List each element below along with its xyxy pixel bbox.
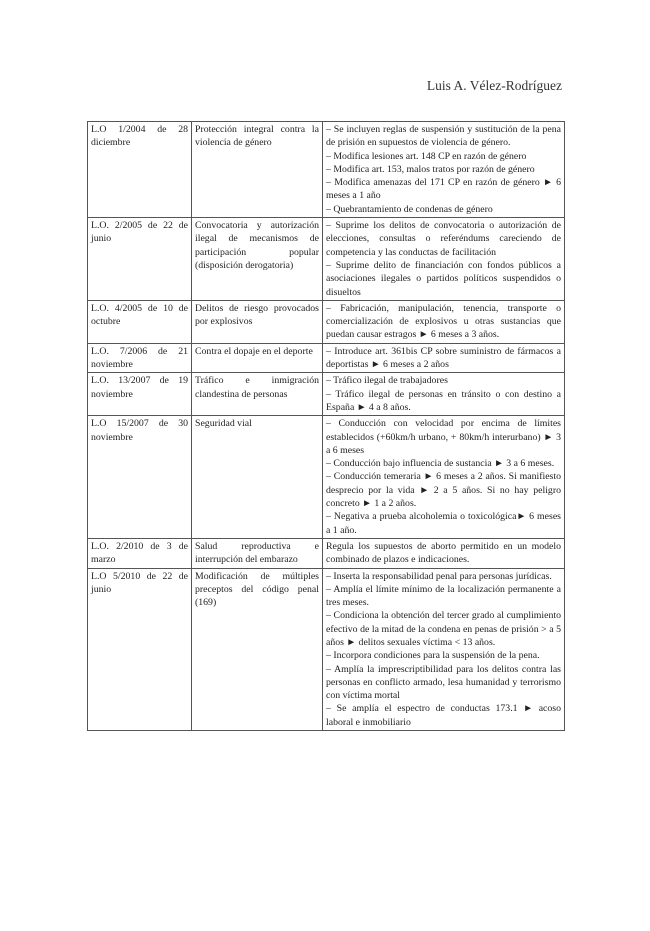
subject-cell: Salud reproductiva e interrupción del embarazo: [192, 538, 323, 568]
change-item: – Fabricación, manipulación, tenencia, transporte o comercialización de explosivos u otras sustancias que puedan causar estragos ► 6 meses a 3 años.: [326, 302, 561, 341]
subject-cell: Modificación de múltiples preceptos del código penal (169): [192, 568, 323, 731]
change-item: – Modifica amenazas del 171 CP en razón de género ► 6 meses a 1 año: [326, 177, 561, 202]
change-item: – Inserta la responsabilidad penal para personas jurídicas.: [326, 570, 552, 582]
change-item: – Condiciona la obtención del tercer grado al cumplimiento efectivo de la mitad de la condena en penas de prisión > a 5 años ► delitos sexuales víctima < 13 años.: [326, 610, 561, 648]
change-item: Regula los supuestos de aborto permitido en un modelo combinado de plazos e indicaciones.: [326, 540, 561, 566]
table-row: [88, 416, 565, 539]
change-item: – Tráfico ilegal de personas en tránsito o con destino a España ► 4 a 8 años.: [326, 388, 561, 413]
change-item: – Tráfico ilegal de trabajadores: [326, 375, 448, 387]
subject-cell: Delitos de riesgo provocados por explosivos: [192, 300, 323, 343]
subject-cell: Protección integral contra la violencia de género: [192, 122, 323, 218]
law-reference-cell: L.O 5/2010 de 22 de junio: [88, 568, 192, 731]
law-reference-cell: L.O 1/2004 de 28 diciembre: [88, 122, 192, 218]
table-row: [88, 300, 565, 343]
change-item: – Suprime delito de financiación con fondos públicos a asociaciones ilegales o partidos políticos suspendidos o disueltos: [326, 259, 561, 298]
law-reference-cell: L.O. 7/2006 de 21 noviembre: [88, 343, 192, 373]
change-item: – Suprime los delitos de convocatoria o autorización de elecciones, consultas o referéndums careciendo de competencia y las conductas de facilitación: [326, 220, 561, 258]
change-item: – Se amplía el espectro de conductas 173.1 ► acoso laboral e inmobiliario: [326, 703, 561, 728]
table-row: [88, 218, 565, 301]
change-item: – Modifica lesiones art. 148 CP en razón de género: [326, 150, 527, 162]
subject-cell: Seguridad vial: [192, 416, 323, 539]
change-item: – Modifica art. 153, malos tratos por razón de género: [326, 163, 535, 175]
change-item: – Se incluyen reglas de suspensión y sustitución de la pena de prisión en supuestos de violencia de género.: [326, 124, 561, 149]
change-item: – Conducción bajo influencia de sustancia ► 3 a 6 meses.: [326, 458, 555, 470]
change-item: – Quebrantamiento de condenas de género: [326, 203, 493, 215]
table-body: [88, 122, 565, 731]
changes-cell: [323, 122, 565, 218]
law-reference-cell: L.O 15/2007 de 30 noviembre: [88, 416, 192, 539]
changes-cell: [323, 416, 565, 539]
table-row: [88, 568, 565, 731]
change-item: – Conducción con velocidad por encima de límites establecidos (+60km/h urbano, + 80km/h interurbano) ► 3 a 6 meses: [326, 418, 561, 456]
changes-cell: [323, 373, 565, 416]
table-row: [88, 538, 565, 568]
law-reference-cell: L.O. 2/2010 de 3 de marzo: [88, 538, 192, 568]
changes-cell: [323, 218, 565, 301]
change-item: – Incorpora condiciones para la suspensión de la pena.: [326, 650, 540, 662]
change-item: – Conducción temeraria ► 6 meses a 2 años. Si manifiesto desprecio por la vida ► 2 a 5 años. Si no hay peligro concreto ► 1 a 2 años.: [326, 471, 561, 510]
changes-cell: [323, 343, 565, 373]
change-item: – Amplía el límite mínimo de la localización permanente a tres meses.: [326, 583, 561, 609]
table-row: [88, 122, 565, 218]
table-row: [88, 343, 565, 373]
subject-cell: Contra el dopaje en el deporte: [192, 343, 323, 373]
change-item: – Amplía la imprescriptibilidad para los delitos contra las personas en conflicto armado, lesa humanidad y terrorismo con víctima mortal: [326, 663, 561, 702]
table-row: [88, 373, 565, 416]
law-reference-cell: L.O. 2/2005 de 22 de junio: [88, 218, 192, 301]
running-header-author: Luis A. Vélez-Rodríguez: [426, 78, 562, 93]
law-reference-cell: L.O. 13/2007 de 19 noviembre: [88, 373, 192, 416]
subject-cell: Tráfico e inmigración clandestina de personas: [192, 373, 323, 416]
change-item: – Introduce art. 361bis CP sobre suministro de fármacos a deportistas ► 6 meses a 2 años: [326, 345, 561, 371]
changes-cell: [323, 300, 565, 343]
change-item: – Negativa a prueba alcoholemia o toxicológica► 6 meses a 1 año.: [326, 511, 561, 536]
changes-cell: [323, 568, 565, 731]
changes-cell: [323, 538, 565, 568]
subject-cell: Convocatoria y autorización ilegal de mecanismos de participación popular (disposición derogatoria): [192, 218, 323, 301]
legal-reforms-table: [87, 121, 565, 731]
law-reference-cell: L.O. 4/2005 de 10 de octubre: [88, 300, 192, 343]
